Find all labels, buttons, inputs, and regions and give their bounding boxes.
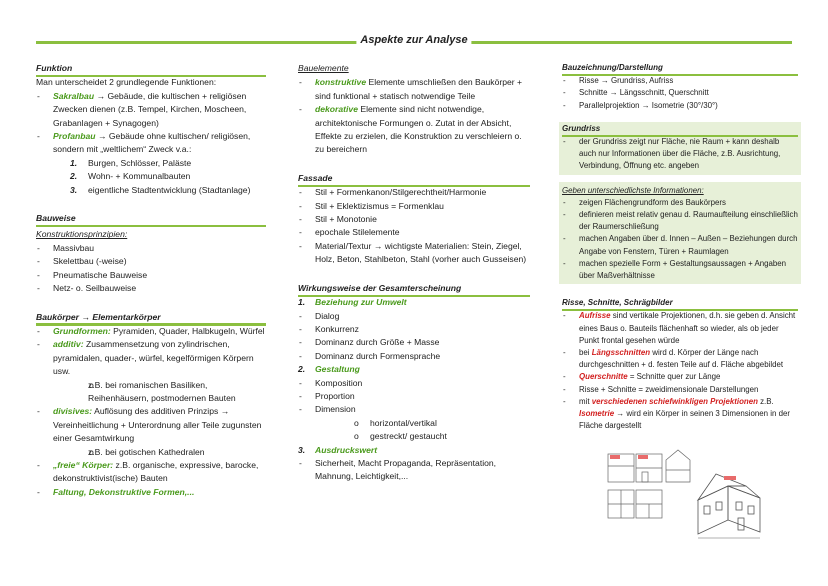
wirkung-list-2	[298, 363, 530, 376]
grundriss-info-box	[559, 182, 801, 285]
list-item	[298, 296, 530, 309]
group-label-gestaltung: Gestaltung	[315, 364, 360, 375]
subheading-informationen: Geben unterschiedlichste Informationen:	[562, 185, 704, 195]
group-label-umwelt: Beziehung zur Umwelt	[315, 297, 407, 308]
list-item: - Dialog	[298, 310, 530, 323]
list-item	[562, 396, 798, 433]
bauweise-list	[36, 242, 266, 296]
list-item	[36, 184, 266, 197]
list-item: - Stil + Monotonie	[298, 213, 530, 226]
list-item	[36, 90, 266, 130]
item-number: 3.	[70, 184, 78, 195]
item-text: → Gebäude, die kultischen + religiösen Zwecken dienen (z.B. Tempel, Kirchen, Moscheen, Grabanlagen + Synagogen)	[53, 90, 247, 128]
list-item: - Risse → Grundriss, Aufriss	[562, 75, 798, 87]
subheading-konstruktionsprinzipien: Konstruktionsprinzipien:	[36, 229, 128, 240]
umwelt-list	[298, 310, 530, 364]
list-item	[298, 103, 530, 157]
term-laengsschnitte: Längsschnitten	[591, 348, 651, 358]
group-label-ausdruckswert: Ausdruckswert	[315, 444, 378, 455]
list-item	[36, 157, 266, 170]
item-text: z.B.	[757, 396, 774, 406]
list-item: - Skelettbau (-weise)	[36, 255, 266, 268]
bauelemente-list	[298, 76, 530, 156]
item-text: Wohn- + Kommunalbauten	[88, 171, 191, 182]
term-dekorative: dekorative	[315, 104, 358, 115]
column-1	[36, 62, 266, 499]
section-heading-baukoerper: Baukörper → Elementarkörper	[36, 311, 266, 325]
list-item: - epochale Stilelemente	[298, 226, 530, 239]
page-title-text: Aspekte zur Analyse	[356, 34, 471, 46]
isometric-house-drawing	[698, 474, 760, 538]
item-text: Zusammensetzung von zylindrischen, pyramidalen, quader-, würfel, kegelförmigen Körpern usw.	[53, 339, 254, 377]
ausdruckswert-list	[298, 457, 530, 484]
house-drawings-illustration	[604, 446, 772, 550]
example-additiv: o z.B. bei romanischen Basiliken, Reihenhäusern, postmodernen Bauten	[53, 379, 266, 406]
term-faltung: Faltung, Dekonstruktive Formen,...	[53, 486, 195, 497]
term-schiefwinklig: verschiedenen schiefwinkligen Projektionen	[591, 396, 758, 406]
profanbau-numbered-list	[36, 157, 266, 197]
list-item: - zeigen Flächengrundform des Baukörpers	[562, 197, 798, 209]
term-aufrisse: Aufrisse	[579, 311, 611, 321]
dimension-item: o horizontal/vertikal	[298, 417, 530, 430]
term-grundformen: Grundformen:	[53, 325, 111, 336]
list-item: - Komposition	[298, 377, 530, 390]
list-item	[36, 170, 266, 183]
section-heading-wirkungsweise: Wirkungsweise der Gesamterscheinung	[298, 282, 530, 296]
list-item	[298, 76, 530, 103]
list-item: - definieren meist relativ genau d. Raumaufteilung einschließlich der Raumerschließung	[562, 209, 798, 233]
list-item: - Netz- o. Seilbauweise	[36, 282, 266, 295]
item-text: = Schnitte quer zur Länge	[627, 372, 721, 382]
list-item	[562, 371, 798, 383]
wirkung-list-3	[298, 444, 530, 457]
list-item	[36, 130, 266, 157]
grundriss-box	[559, 122, 801, 175]
section-heading-bauzeichnung: Bauzeichnung/Darstellung	[562, 62, 798, 75]
item-text: → wird ein Körper in seinen 3 Dimensionen in der Fläche dargestellt	[579, 409, 790, 431]
list-item	[36, 459, 266, 486]
item-text: Auflösung des additiven Prinzips → Vereinheitlichung + Unterordnung aller Teile zugunsten einer Gesamtwirkung	[53, 406, 262, 444]
list-item: - machen spezielle Form + Gestaltungsaussagen + Angaben über Maßverhältnisse	[562, 258, 798, 282]
list-item	[36, 338, 266, 405]
term-querschnitte: Querschnitte	[579, 372, 628, 382]
term-divisiv: divisives:	[53, 406, 93, 417]
dimension-item: o gestreckt/ gestaucht	[298, 430, 530, 443]
house-elevation-drawings	[608, 450, 690, 518]
list-item: - Massivbau	[36, 242, 266, 255]
bauzeichnung-list	[562, 75, 798, 112]
list-item: - der Grundriss zeigt nur Fläche, nie Raum + kann deshalb auch nur Informationen über die Fläche, z.B. Ausrichtung, Verbindung, Öffnung etc. angeben	[562, 136, 798, 173]
item-text: eigentliche Stadtentwicklung (Stadtanlage)	[88, 184, 251, 195]
page-title	[36, 34, 792, 50]
item-number: 2.	[298, 364, 306, 375]
item-number: 2.	[70, 171, 78, 182]
section-heading-grundriss: Grundriss	[562, 123, 798, 136]
list-item: - Sicherheit, Macht Propaganda, Repräsentation, Mahnung, Leichtigkeit,...	[298, 457, 530, 484]
example-divisiv: o z.B. bei gotischen Kathedralen	[53, 446, 266, 459]
term-isometrie: Isometrie	[579, 409, 615, 419]
section-heading-bauelemente: Bauelemente	[298, 62, 530, 76]
item-text: mit	[579, 396, 592, 406]
list-item	[298, 444, 530, 457]
funktion-list	[36, 90, 266, 157]
term-profanbau: Profanbau	[53, 131, 96, 142]
item-number: 3.	[298, 444, 306, 455]
list-item: - Pneumatische Bauweise	[36, 269, 266, 282]
list-item	[562, 347, 798, 371]
item-text: → Gebäude ohne kultischen/ religiösen, sondern mit „weltlichem“ Zweck v.a.:	[53, 131, 251, 155]
list-item: - Proportion	[298, 390, 530, 403]
baukoerper-list	[36, 325, 266, 499]
item-text: Pyramiden, Quader, Halbkugeln, Würfel	[110, 325, 265, 336]
list-item: - Dominanz durch Formensprache	[298, 350, 530, 363]
list-item	[36, 486, 266, 499]
list-item: - Dominanz durch Größe + Masse	[298, 336, 530, 349]
list-item: - Dimension	[298, 403, 530, 416]
column-2	[298, 62, 530, 484]
list-item: - Risse + Schnitte = zweidimensionale Darstellungen	[562, 384, 798, 396]
wirkung-list	[298, 296, 530, 309]
list-item: - Stil + Formenkanon/Stilgerechtheit/Harmonie	[298, 186, 530, 199]
term-sakralbau: Sakralbau	[53, 90, 95, 101]
item-text: Elemente umschließen den Baukörper + sind funktional + statisch notwendige Teile	[315, 77, 523, 101]
section-heading-bauweise: Bauweise	[36, 212, 266, 226]
list-item: - Parallelprojektion → Isometrie (30°/30°)	[562, 100, 798, 112]
list-item	[36, 325, 266, 338]
list-item: - machen Angaben über d. Innen – Außen – Beziehungen durch Angabe von Fenstern, Türen + Raumlagen	[562, 233, 798, 257]
list-item	[298, 363, 530, 376]
item-text: bei	[579, 348, 592, 358]
item-number: 1.	[70, 157, 78, 168]
item-text: sind vertikale Projektionen, d.h. sie geben d. Ansicht eines Baus o. Bauteils flächenhaft so wieder, als ob jeder Punkt frontal gesehen würde	[579, 311, 796, 345]
risse-list	[562, 310, 798, 432]
list-item: - Stil + Eklektizismus = Formenklau	[298, 200, 530, 213]
grundriss-list	[562, 136, 798, 173]
list-item: - Schnitte → Längsschnitt, Querschnitt	[562, 87, 798, 99]
item-text: wird d. Körper der Länge nach durchgeschnitten + d. festen Teile auf d. Fläche abgebildet	[579, 348, 784, 370]
item-text: z.B. organische, expressive, barocke, dekonstruktivist(ische) Bauten	[53, 459, 259, 484]
fassade-list	[298, 186, 530, 266]
column-3	[562, 62, 798, 432]
list-item: - Material/Textur → wichtigste Materialien: Stein, Ziegel, Holz, Beton, Stahlbeton, Stahl (vorher auch Gusseisen)	[298, 240, 530, 267]
item-number: 1.	[298, 297, 306, 308]
item-text: Elemente sind nicht notwendige, architektonische Formungen o. Zutat in der Absicht, Effekte zu erzielen, die Konstruktion zu verschleiern o. zu bereichern	[315, 104, 522, 155]
section-heading-fassade: Fassade	[298, 172, 530, 186]
term-konstruktive: konstruktive	[315, 77, 367, 88]
funktion-intro: Man unterscheidet 2 grundlegende Funktionen:	[36, 77, 217, 88]
gestaltung-list	[298, 377, 530, 417]
list-item: - Konkurrenz	[298, 323, 530, 336]
section-heading-funktion: Funktion	[36, 62, 266, 76]
list-item	[562, 310, 798, 347]
list-item	[36, 405, 266, 459]
grundriss-info-list	[562, 197, 798, 282]
term-freie-koerper: „freie“ Körper:	[53, 459, 114, 470]
item-text: Burgen, Schlösser, Paläste	[88, 157, 192, 168]
term-additiv: additiv:	[53, 339, 84, 350]
section-heading-risse: Risse, Schnitte, Schrägbilder	[562, 297, 798, 310]
